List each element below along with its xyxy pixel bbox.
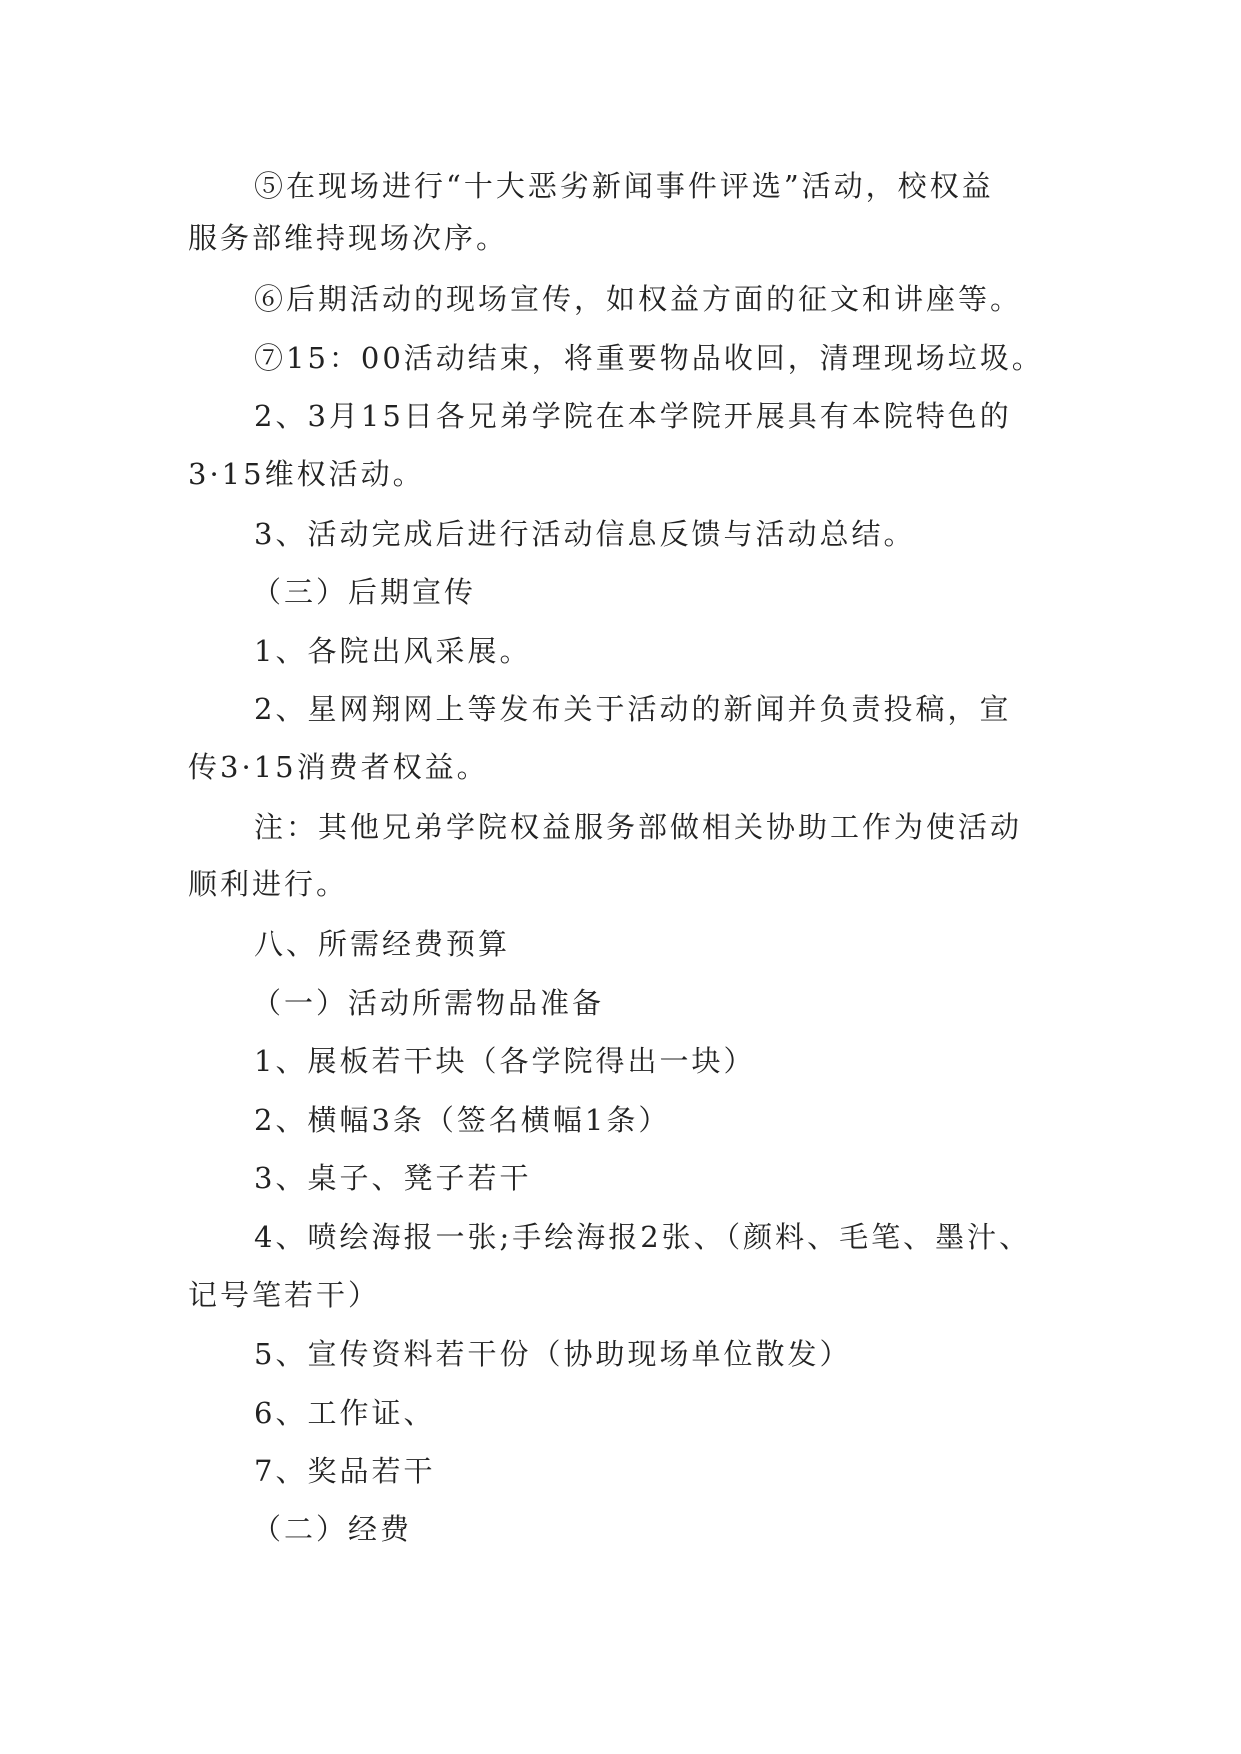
section-heading: （二）经费 (252, 1512, 413, 1546)
text-line: 1、各院出风采展。 (254, 634, 532, 668)
text-line: 记号笔若干） (188, 1278, 381, 1312)
text-line: 3、桌子、凳子若干 (254, 1161, 532, 1195)
text-line: 3、活动完成后进行活动信息反馈与活动总结。 (254, 517, 916, 551)
text-line: 2、横幅3条（签名横幅1条） (254, 1103, 671, 1137)
text-line: ⑥后期活动的现场宣传，如权益方面的征文和讲座等。 (254, 282, 1023, 316)
text-line: ⑤在现场进行“十大恶劣新闻事件评选”活动，校权益 (254, 169, 994, 203)
text-line: 服务部维持现场次序。 (188, 221, 509, 255)
text-line: 2、星网翔网上等发布关于活动的新闻并负责投稿，宣 (254, 692, 1012, 726)
section-heading: （一）活动所需物品准备 (252, 986, 605, 1020)
text-line: 5、宣传资料若干份（协助现场单位散发） (254, 1337, 852, 1371)
section-heading: （三）后期宣传 (252, 575, 477, 609)
text-line: 6、工作证、 (254, 1396, 436, 1430)
text-line: 4、喷绘海报一张;手绘海报2张、（颜料、毛笔、墨汁、 (254, 1220, 1032, 1254)
text-line: 1、展板若干块（各学院得出一块） (254, 1044, 756, 1078)
text-line: 3·15维权活动。 (188, 457, 425, 491)
section-heading: 八、所需经费预算 (254, 927, 511, 961)
text-line: 注：其他兄弟学院权益服务部做相关协助工作为使活动 (254, 810, 1023, 844)
text-line: 7、奖品若干 (254, 1454, 436, 1488)
text-line: ⑦15：00活动结束，将重要物品收回，清理现场垃圾。 (254, 341, 1044, 375)
text-line: 顺利进行。 (188, 867, 349, 901)
text-line: 传3·15消费者权益。 (188, 750, 489, 784)
text-line: 2、3月15日各兄弟学院在本学院开展具有本院特色的 (254, 399, 1012, 433)
